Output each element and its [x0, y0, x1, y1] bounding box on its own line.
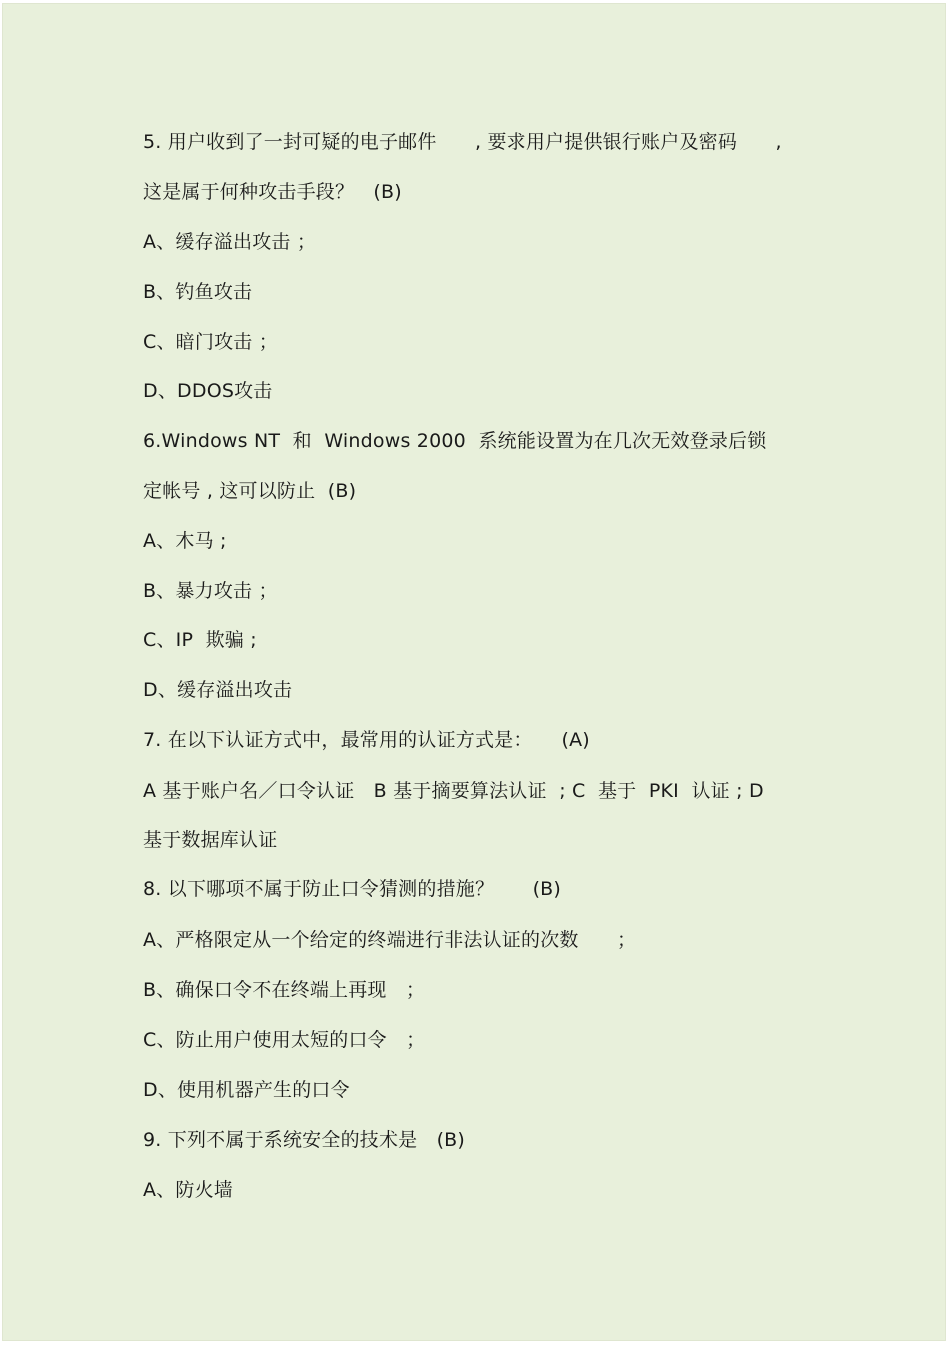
question-5-line-1: 5. 用户收到了一封可疑的电子邮件 , 要求用户提供银行账户及密码 , — [143, 131, 782, 153]
question-8-option-c: C、防止用户使用太短的口令 ； — [143, 1029, 426, 1051]
question-6-option-a: A、木马 ; — [143, 530, 227, 552]
question-8-line-1: 8. 以下哪项不属于防止口令猜测的措施？ (B) — [143, 878, 562, 900]
question-6-option-d: D、缓存溢出攻击 — [143, 679, 293, 701]
question-8-option-b: B、确保口令不在终端上再现 ； — [143, 979, 426, 1001]
question-5-line-2: 这是属于何种攻击手段？ (B) — [143, 181, 402, 203]
question-6-option-b: B、暴力攻击 ； — [143, 580, 278, 602]
question-7-options-line-1: A 基于账户名／口令认证 B 基于摘要算法认证 ; C 基于 PKI 认证 ; D — [143, 780, 764, 802]
question-6-line-1: 6.Windows NT 和 Windows 2000 系统能设置为在几次无效登录后锁 — [143, 430, 767, 452]
question-6-line-2: 定帐号 , 这可以防止 (B) — [143, 480, 357, 502]
question-8-option-a: A、严格限定从一个给定的终端进行非法认证的次数 ； — [143, 929, 637, 951]
question-8-option-d: D、使用机器产生的口令 — [143, 1079, 350, 1101]
question-5-option-c: C、暗门攻击 ； — [143, 331, 278, 353]
question-7-options-line-2: 基于数据库认证 — [143, 829, 278, 851]
question-9-line-1: 9. 下列不属于系统安全的技术是 (B) — [143, 1129, 466, 1151]
question-5-option-b: B、钓鱼攻击 — [143, 281, 253, 303]
question-6-option-c: C、IP 欺骗 ; — [143, 629, 257, 651]
question-9-option-a: A、防火墙 — [143, 1179, 233, 1201]
question-5-option-d: D、DDOS攻击 — [143, 380, 273, 402]
question-5-option-a: A、缓存溢出攻击 ； — [143, 231, 317, 253]
question-7-line-1: 7. 在以下认证方式中，最常用的认证方式是： (A) — [143, 729, 590, 751]
